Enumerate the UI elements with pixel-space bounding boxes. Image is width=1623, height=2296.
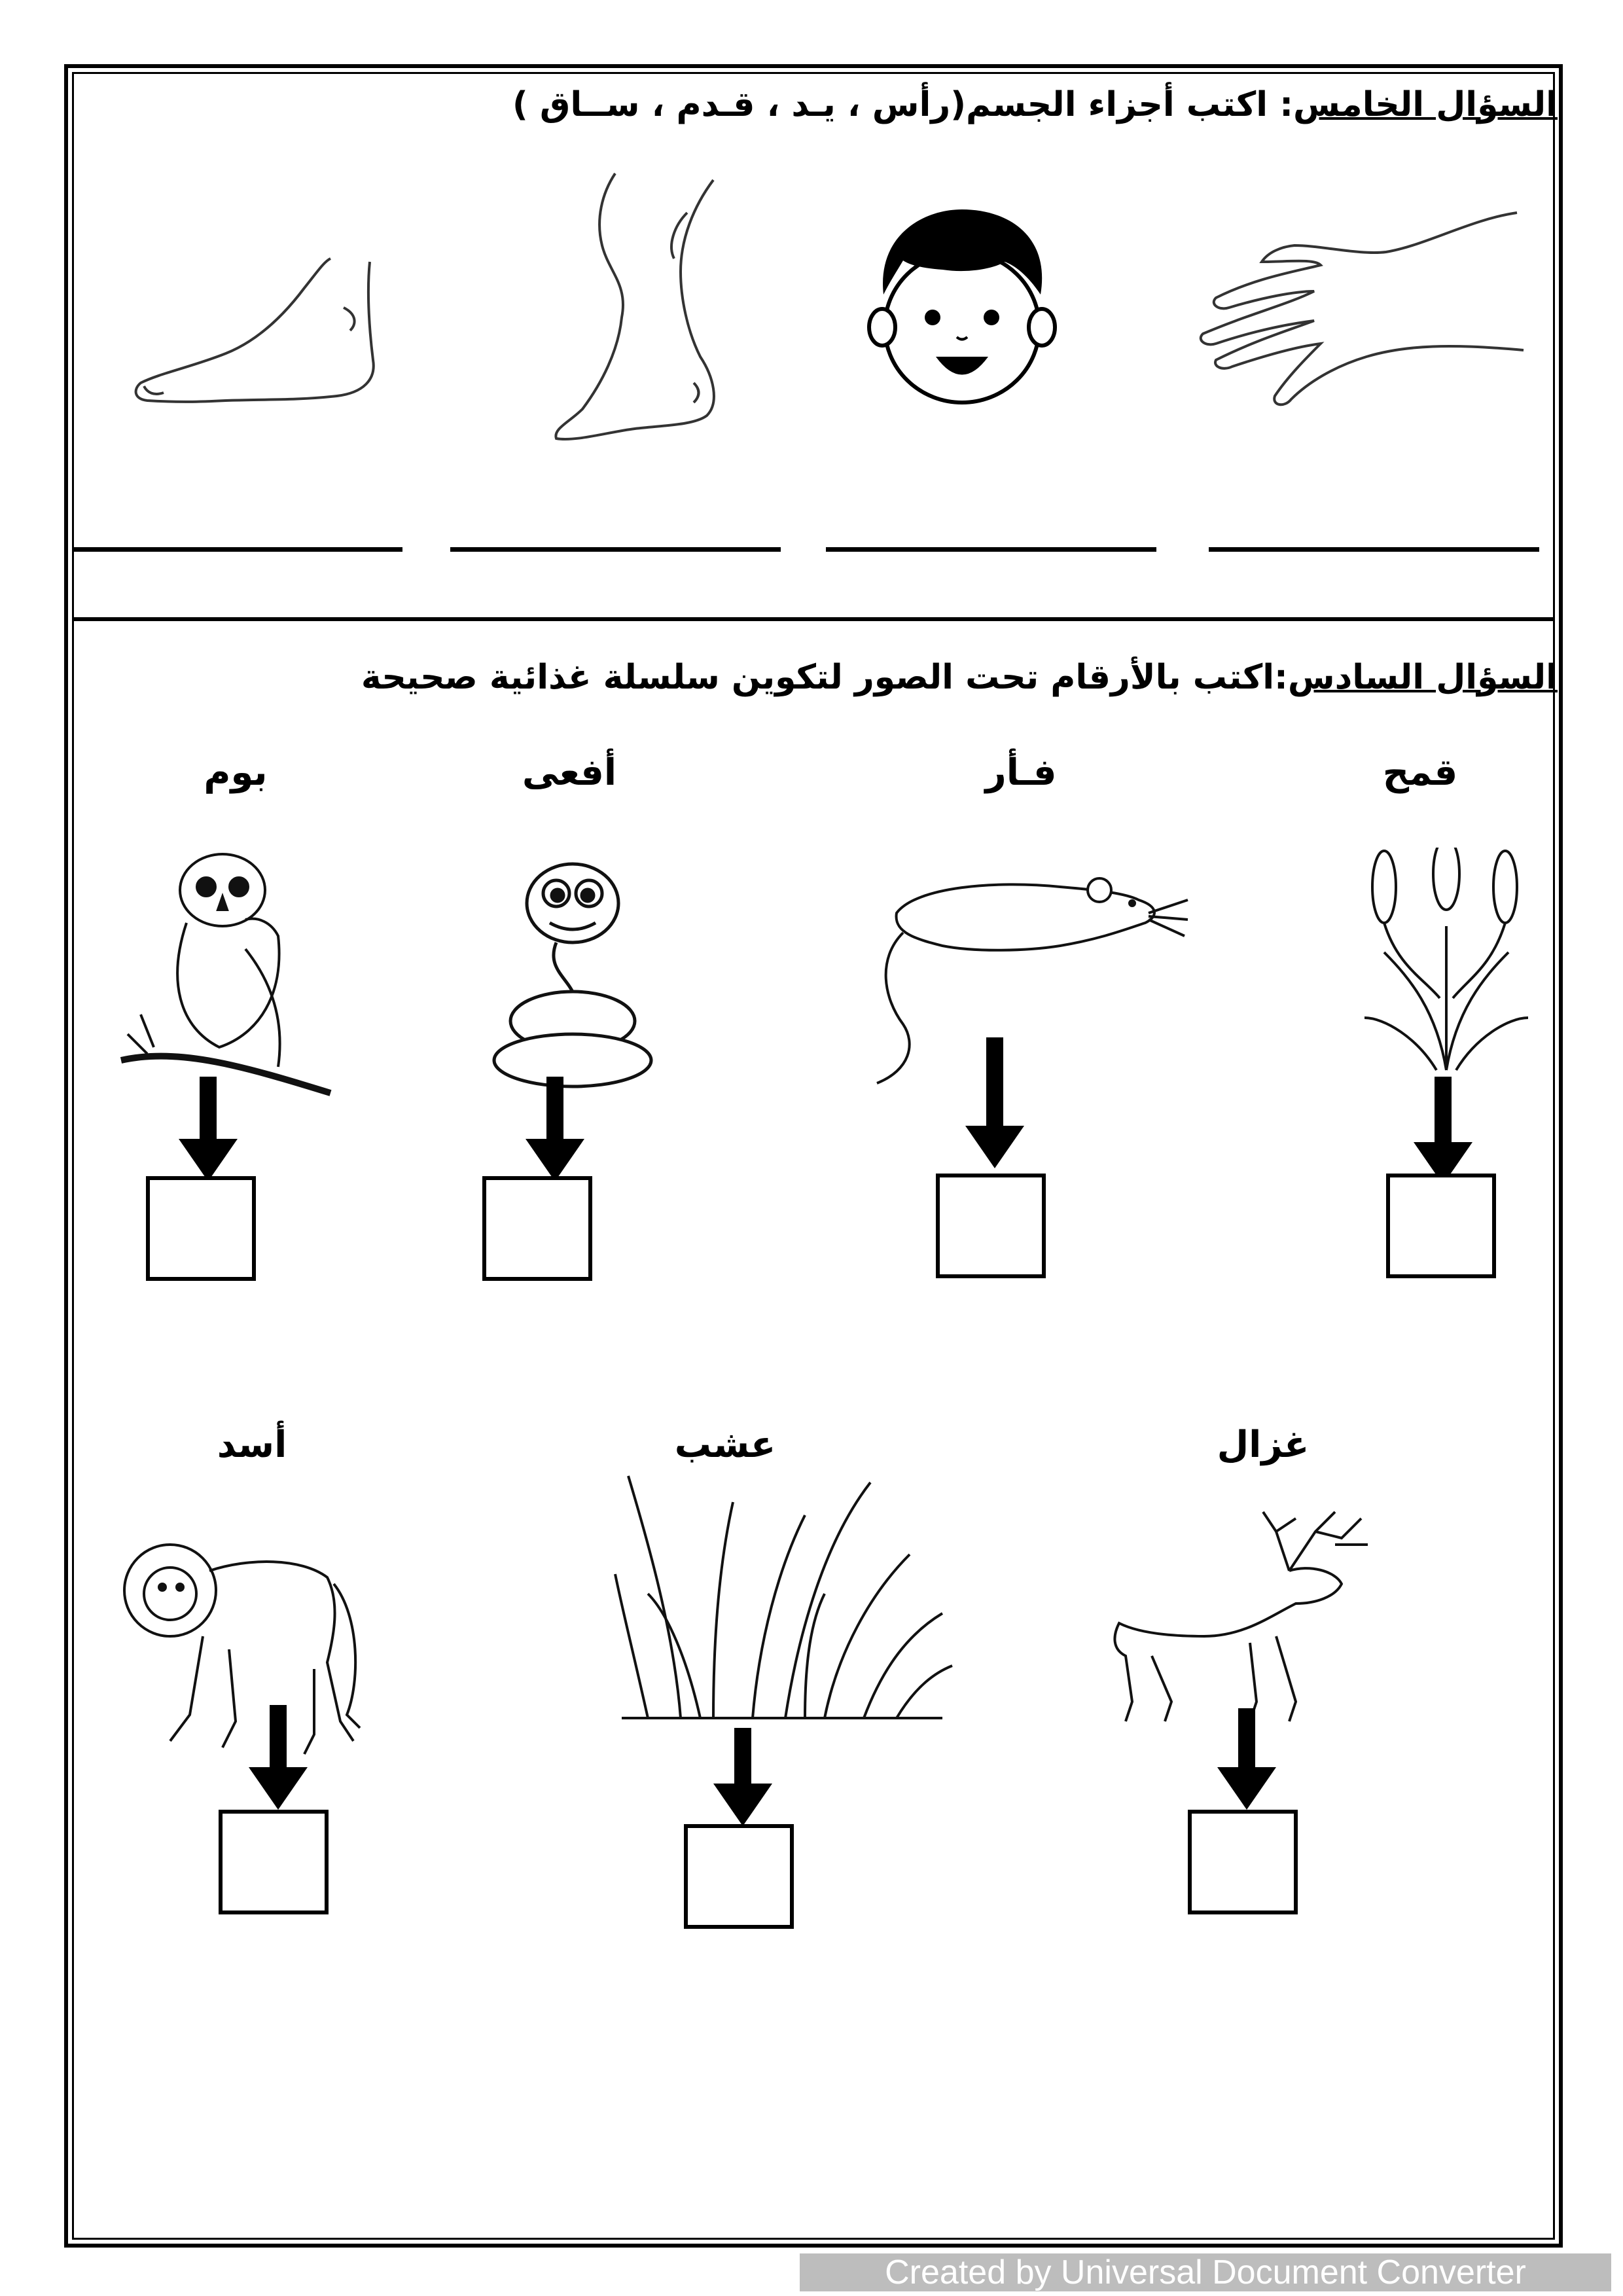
question5-title [512,85,1558,124]
question5-label: السؤال الخامس [1293,85,1558,124]
arrow-icon [1211,1708,1283,1810]
answer-box-lion[interactable] [219,1810,329,1914]
wheat-image [1358,848,1535,1073]
answer-box-owl[interactable] [146,1176,256,1281]
grass-image [609,1463,955,1721]
answer-box-grass[interactable] [684,1824,794,1929]
question6-text: :اكتب بالأرقام تحت الصور لتكوين سلسلة غذائية صحيحة [361,658,1288,697]
question6-title [361,658,1558,697]
question5-text: : اكتب أجزاء الجسم(رأس ، يـد ، قـدم ، ســاق ) [512,85,1294,124]
hand-image [1190,200,1530,416]
answer-box-wheat[interactable] [1386,1174,1496,1278]
answer-line-1[interactable] [1209,547,1539,552]
owl-image [115,851,334,1100]
arrow-icon [172,1077,244,1181]
word-lion: أسد [217,1424,287,1466]
deer-image [1099,1505,1459,1728]
word-owl: بوم [204,751,268,794]
arrow-icon [242,1705,314,1810]
word-wheat: قمح [1382,751,1458,794]
answer-box-mouse[interactable] [936,1174,1046,1278]
answer-line-3[interactable] [450,547,781,552]
arrow-icon [1407,1077,1479,1185]
foot-image [128,255,389,412]
section-divider [72,617,1555,621]
arrow-icon [707,1728,779,1826]
word-mouse: فـأر [985,751,1057,794]
question6-label: السؤال السادس [1287,658,1558,697]
word-snake: أفعى [522,751,617,794]
answer-box-deer[interactable] [1188,1810,1298,1914]
leg-image [504,167,726,448]
boy-head-image [864,196,1060,412]
arrow-icon [959,1037,1031,1168]
answer-box-snake[interactable] [482,1176,592,1281]
arrow-icon [519,1077,591,1181]
answer-line-4[interactable] [72,547,402,552]
watermark: Created by Universal Document Converter [800,2253,1611,2291]
word-grass: عشب [674,1424,776,1466]
answer-line-2[interactable] [826,547,1156,552]
snake-image [484,857,661,1093]
word-deer: غزال [1217,1424,1310,1466]
